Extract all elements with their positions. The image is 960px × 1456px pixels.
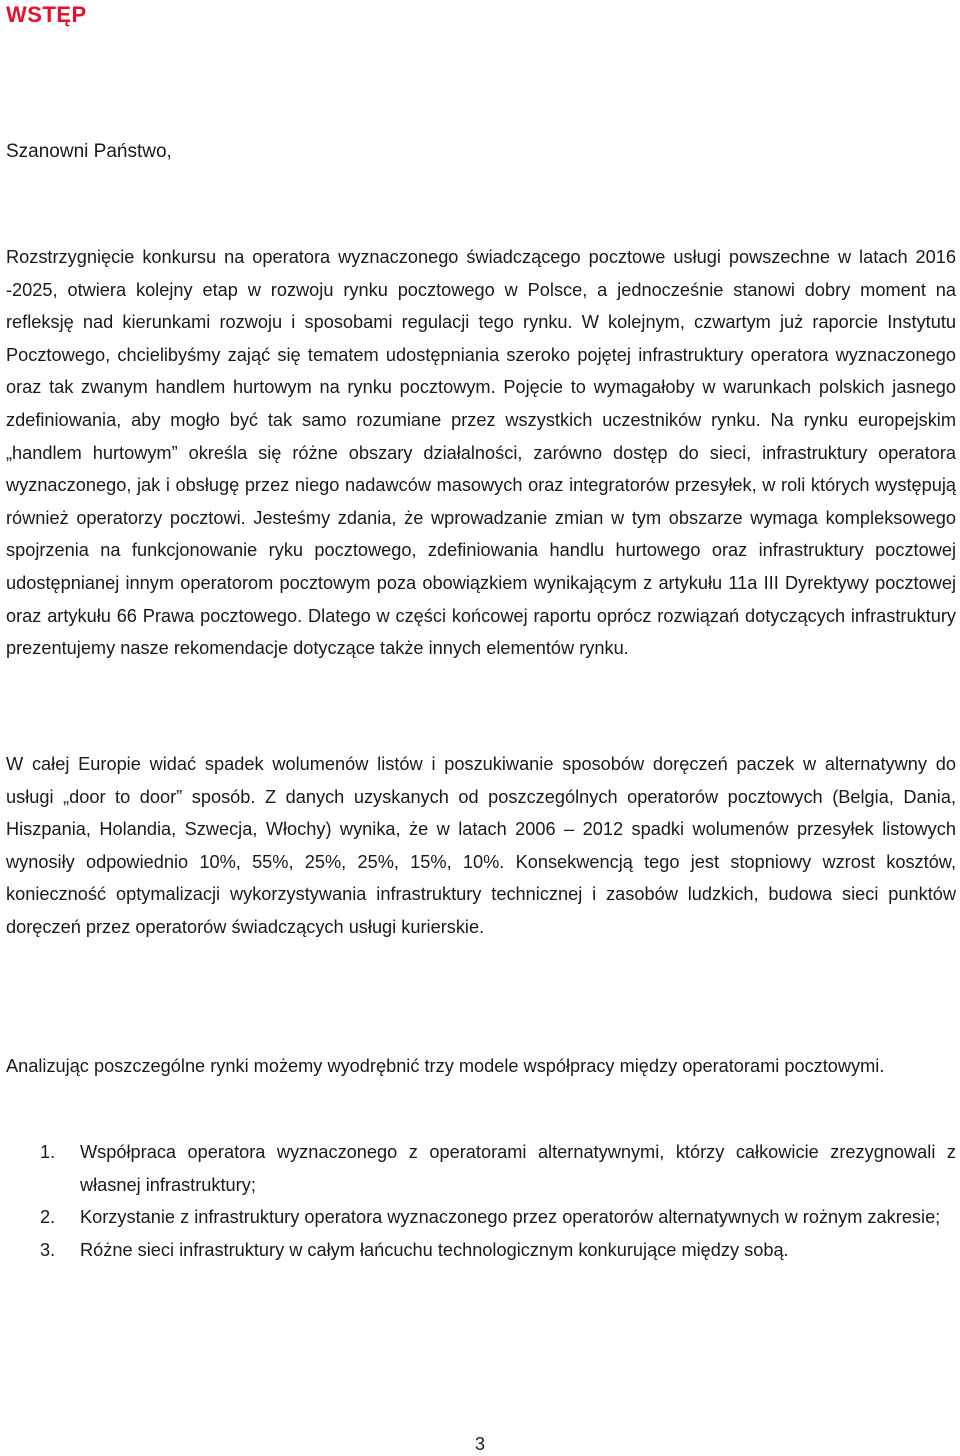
section-heading: WSTĘP — [6, 2, 87, 27]
list-item — [40, 1201, 956, 1234]
list-item-text: Współpraca operatora wyznaczonego z operatorami alternatywnymi, którzy całkowicie zrezygnowali z własnej infrastruktury; — [80, 1142, 956, 1195]
cooperation-models-list — [40, 1136, 956, 1266]
list-item-number: 2. — [40, 1207, 56, 1228]
list-item-text: Korzystanie z infrastruktury operatora wyznaczonego przez operatorów alternatywnych w rożnym zakresie; — [80, 1207, 941, 1228]
list-item-number: 3. — [40, 1239, 56, 1260]
list-item — [40, 1234, 956, 1267]
list-item-number: 1. — [40, 1142, 56, 1162]
page-number: 3 — [474, 1434, 485, 1454]
body-paragraph-1: Rozstrzygnięcie konkursu na operatora wyznaczonego świadczącego pocztowe usługi powszechne w latach 2016 -2025, otwiera kolejny etap w rozwoju rynku pocztowego w Polsce, a jednocześnie stanowi dobry moment na refleksję nad kierunkami rozwoju i sposobami regulacji tego rynku. W kolejnym, czwartym już raporcie Instytutu Pocztowego, chcielibyśmy zająć się tematem udostępniania szeroko pojętej infrastruktury operatora wyznaczonego oraz tak zwanym handlem hurtowym na rynku pocztowym. Pojęcie to wymagałoby w warunkach polskich jasnego zdefiniowania, aby mogło być tak samo rozumiane przez wszystkich uczestników rynku. Na rynku europejskim „handlem hurtowym” określa się różne obszary działalności, zarówno dostęp do sieci, infrastruktury operatora wyznaczonego, jak i obsługę przez niego nadawców masowych oraz integratorów przesyłek, w roli których występują również operatorzy pocztowi. Jesteśmy zdania, że wprowadzanie zmian w tym obszarze wymaga kompleksowego spojrzenia na funkcjonowanie ryku pocztowego, zdefiniowania handlu hurtowego oraz infrastruktury pocztowej udostępnianej innym operatorom pocztowym poza obowiązkiem wynikającym z artykułu 11a III Dyrektywy pocztowej oraz artykułu 66 Prawa pocztowego. Dlatego w części końcowej raportu oprócz rozwiązań dotyczących infrastruktury prezentujemy nasze rekomendacje dotyczące także innych elementów rynku. — [6, 247, 956, 659]
salutation: Szanowni Państwo, — [6, 141, 172, 162]
list-item — [40, 1136, 956, 1201]
body-paragraph-3: Analizując poszczególne rynki możemy wyodrębnić trzy modele współpracy między operatorami pocztowymi. — [6, 1056, 885, 1076]
list-item-text: Różne sieci infrastruktury w całym łańcuchu technologicznym konkurujące między sobą. — [80, 1239, 789, 1260]
body-paragraph-2: W całej Europie widać spadek wolumenów listów i poszukiwanie sposobów doręczeń paczek w alternatywny do usługi „door to door” sposób. Z danych uzyskanych od poszczególnych operatorów pocztowych (Belgia, Dania, Hiszpania, Holandia, Szwecja, Włochy) wynika, że w latach 2006 – 2012 spadki wolumenów przesyłek listowych wynosiły odpowiednio 10%, 55%, 25%, 25%, 15%, 10%. Konsekwencją tego jest stopniowy wzrost kosztów, konieczność optymalizacji wykorzystywania infrastruktury technicznej i zasobów ludzkich, budowa sieci punktów doręczeń przez operatorów świadczących usługi kurierskie. — [6, 754, 956, 937]
